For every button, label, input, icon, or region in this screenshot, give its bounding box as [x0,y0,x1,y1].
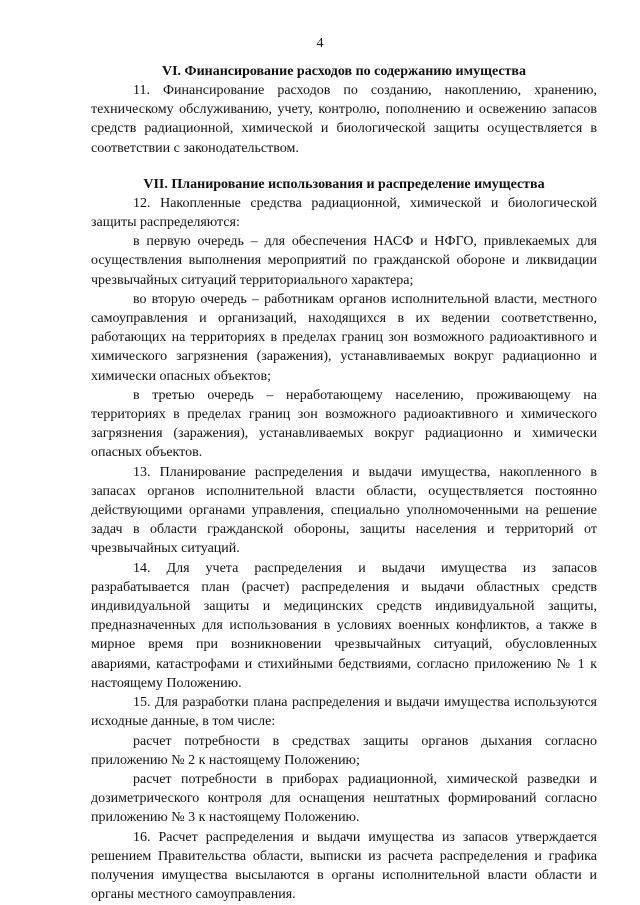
page-number: 4 [316,36,324,51]
section-heading-vii: VII. Планирование использования и распределение имущества [143,176,545,192]
paragraph-14: 14. Для учета распределения и выдачи имущества из запасов разрабатывается план (расчет) распределения и выдачи областных средств индивидуальной защиты и медицинских средств индивидуальной защиты, предназначенных для использования в условиях военных конфликтов, а также в мирное время при возникновении чрезвычайных ситуаций, обусловленных авариями, катастрофами и стихийными бедствиями, согласно приложению № 1 к настоящему Положению. [91,560,597,691]
paragraph-11: 11. Финансирование расходов по созданию, накоплению, хранению, техническому обслуживанию, учету, контролю, пополнению и освежению запасов средств радиационной, химической и биологической защиты осуществляется в соответствии с законодательством. [91,83,597,156]
paragraph-15-item-2: расчет потребности в приборах радиационной, химической разведки и дозиметрического контроля для оснащения нештатных формирований согласно приложению № 3 к настоящему Положению. [91,771,597,826]
paragraph-16: 16. Расчет распределения и выдачи имущества из запасов утверждается решением Правительства области, выписки из расчета распределения и графика получения имущества высылаются в органы исполнительной власти области и органы местного самоуправления. [91,829,597,903]
paragraph-second-priority: во вторую очередь – работникам органов исполнительной власти, местного самоуправления и организаций, находящихся в их ведении соответственно, работающих на территориях в пределах границ зон возможного радиоактивного и химического загрязнения (заражения), устанавливаемых вокруг радиационно и химически опасных объектов; [91,291,597,384]
paragraph-12: 12. Накопленные средства радиационной, химической и биологической защиты распределяются: [91,195,597,231]
section-heading-vi: VI. Финансирование расходов по содержанию имущества [162,64,526,79]
paragraph-first-priority: в первую очередь – для обеспечения НАСФ и НФГО, привлекаемых для осуществления выполнения мероприятий по гражданской обороне и ликвидации чрезвычайных ситуаций территориального характера; [91,234,597,288]
paragraph-15-item-1: расчет потребности в средствах защиты органов дыхания согласно приложению № 2 к настоящему Положению; [91,733,597,768]
paragraph-third-priority: в третью очередь – неработающему населению, проживающему на территориях в пределах границ зон возможного радиоактивного и химического загрязнения (заражения), устанавливаемых вокруг радиационно и химически опасных объектов. [91,387,597,461]
paragraph-15: 15. Для разработки плана распределения и выдачи имущества используются исходные данные, в том числе: [91,695,597,730]
paragraph-13: 13. Планирование распределения и выдачи имущества, накопленного в запасах органов исполнительной власти области, осуществляется постоянно действующими органами управления, специально уполномоченными на решение задач в области гражданской обороны, защиты населения и территорий от чрезвычайных ситуаций. [91,464,597,557]
document-body [91,62,597,904]
